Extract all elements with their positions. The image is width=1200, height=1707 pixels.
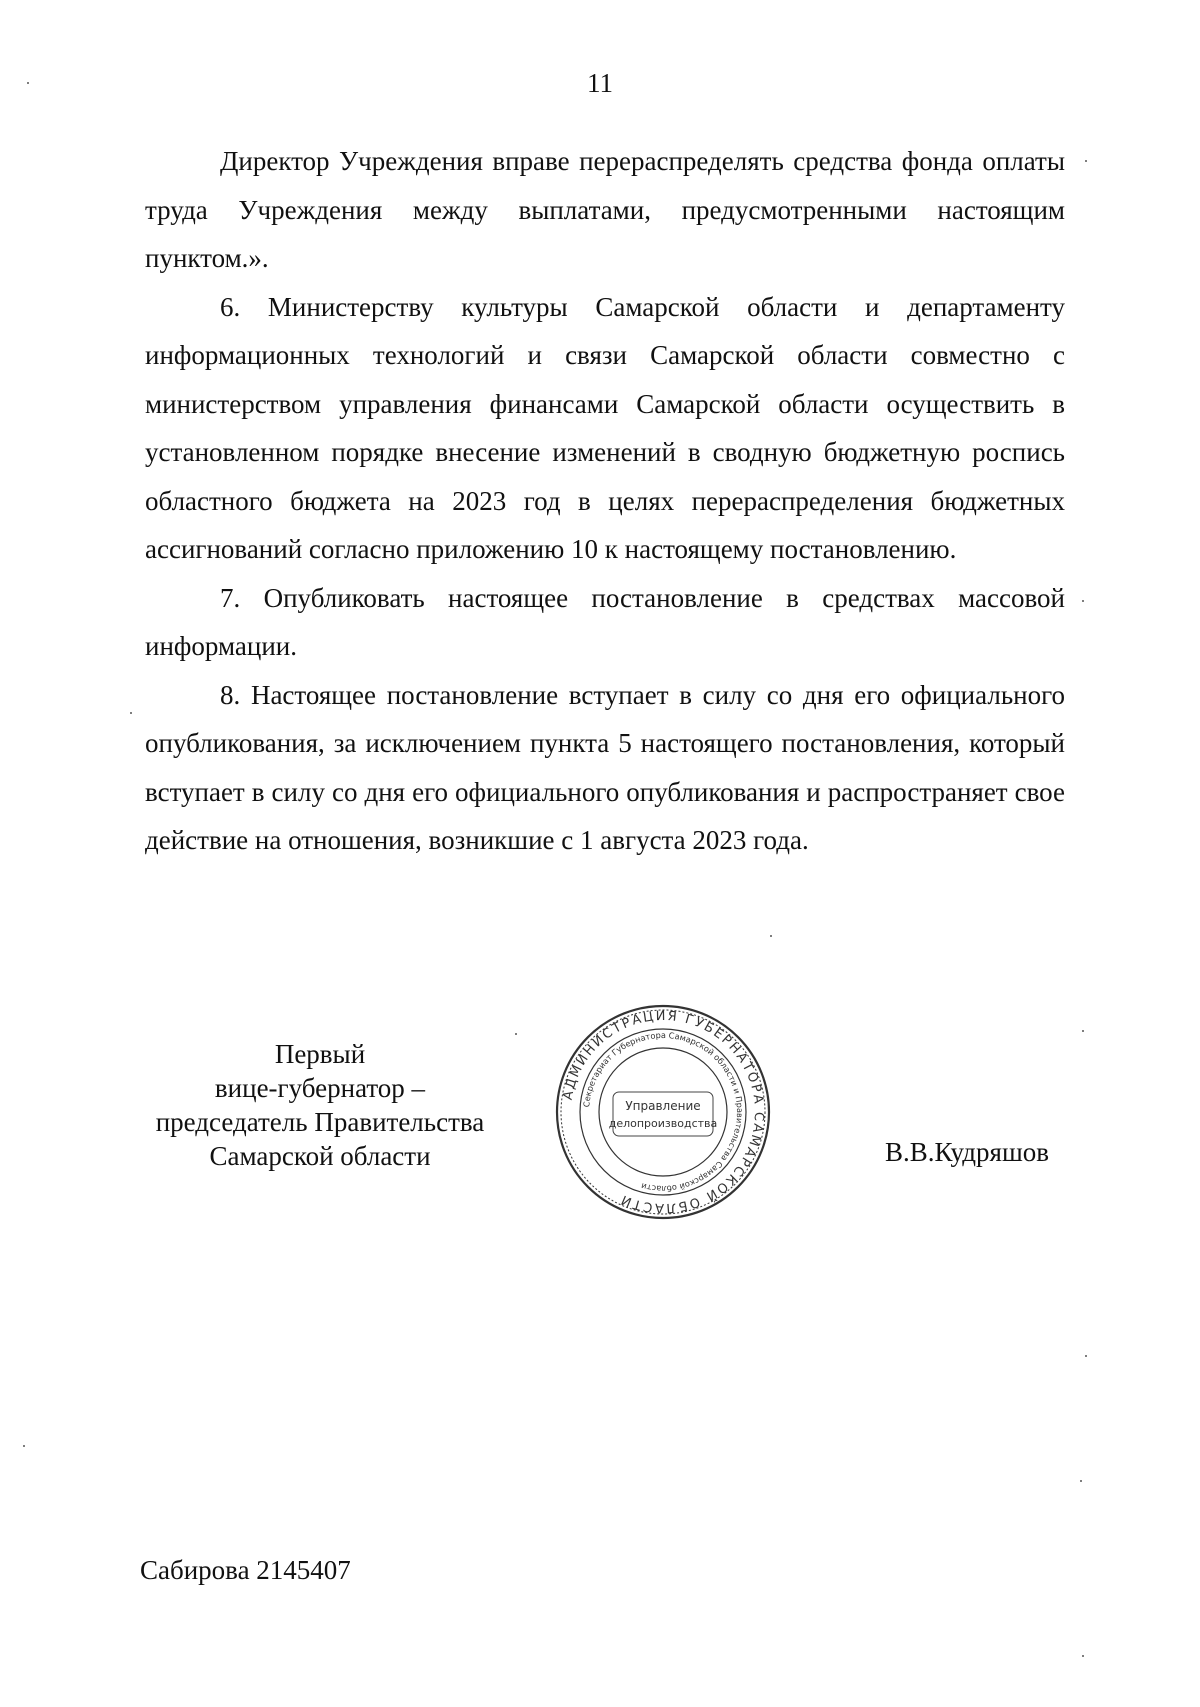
paragraph-fund-redistribution: Директор Учреждения вправе перераспределять средства фонда оплаты труда Учреждения между выплатами, предусмотренными настоящим пунктом.».	[145, 146, 1065, 273]
scan-speck	[130, 712, 132, 714]
scan-speck	[27, 82, 29, 84]
scan-speck	[1082, 1030, 1084, 1032]
scan-speck	[1082, 600, 1084, 602]
paragraph-item-7: 7. Опубликовать настоящее постановление в средствах массовой информации.	[145, 582, 1065, 661]
scan-speck	[1085, 160, 1087, 162]
signatory-title-line: Первый	[274, 1039, 366, 1069]
contact-line: Сабирова 2145407	[140, 1555, 351, 1585]
signatory-title-line: Самарской области	[209, 1141, 431, 1171]
scan-speck	[1082, 1655, 1084, 1657]
seal-outer-text: АДМИНИСТРАЦИЯ ГУБЕРНАТОРА САМАРСКОЙ ОБЛАСТИ	[560, 1008, 767, 1216]
scan-speck	[23, 1445, 25, 1447]
page-number: 11	[587, 68, 613, 98]
signatory-title	[140, 1037, 500, 1173]
scan-speck	[1080, 1480, 1082, 1482]
official-seal-stamp	[553, 1002, 773, 1222]
scan-speck	[515, 1033, 517, 1035]
document-body	[145, 137, 1065, 865]
seal-center-line1: Управление	[625, 1099, 701, 1113]
seal-inner-text: Секретариат Губернатора Самарской области и Правительства Самарской области	[581, 1029, 746, 1195]
seal-center-line2: делопроизводства	[608, 1117, 718, 1130]
scan-speck	[770, 935, 772, 937]
signatory-name: В.В.Кудряшов	[885, 1137, 1049, 1167]
paragraph-item-6: 6. Министерству культуры Самарской области и департаменту информационных технологий и связи Самарской области совместно с министерством управления финансами Самарской области осуществить в установленном порядке внесение изменений в сводную бюджетную роспись областного бюджета на 2023 год в целях перераспределения бюджетных ассигнований согласно приложению 10 к настоящему постановлению.	[145, 291, 1065, 564]
signatory-title-line: вице-губернатор –	[214, 1073, 426, 1103]
scan-speck	[1085, 1355, 1087, 1357]
signatory-title-line: председатель Правительства	[155, 1107, 485, 1137]
paragraph-item-8: 8. Настоящее постановление вступает в силу со дня его официального опубликования, за исключением пункта 5 настоящего постановления, который вступает в силу со дня его официального опубликования и распространяет свое действие на отношения, возникшие с 1 августа 2023 года.	[145, 679, 1065, 855]
